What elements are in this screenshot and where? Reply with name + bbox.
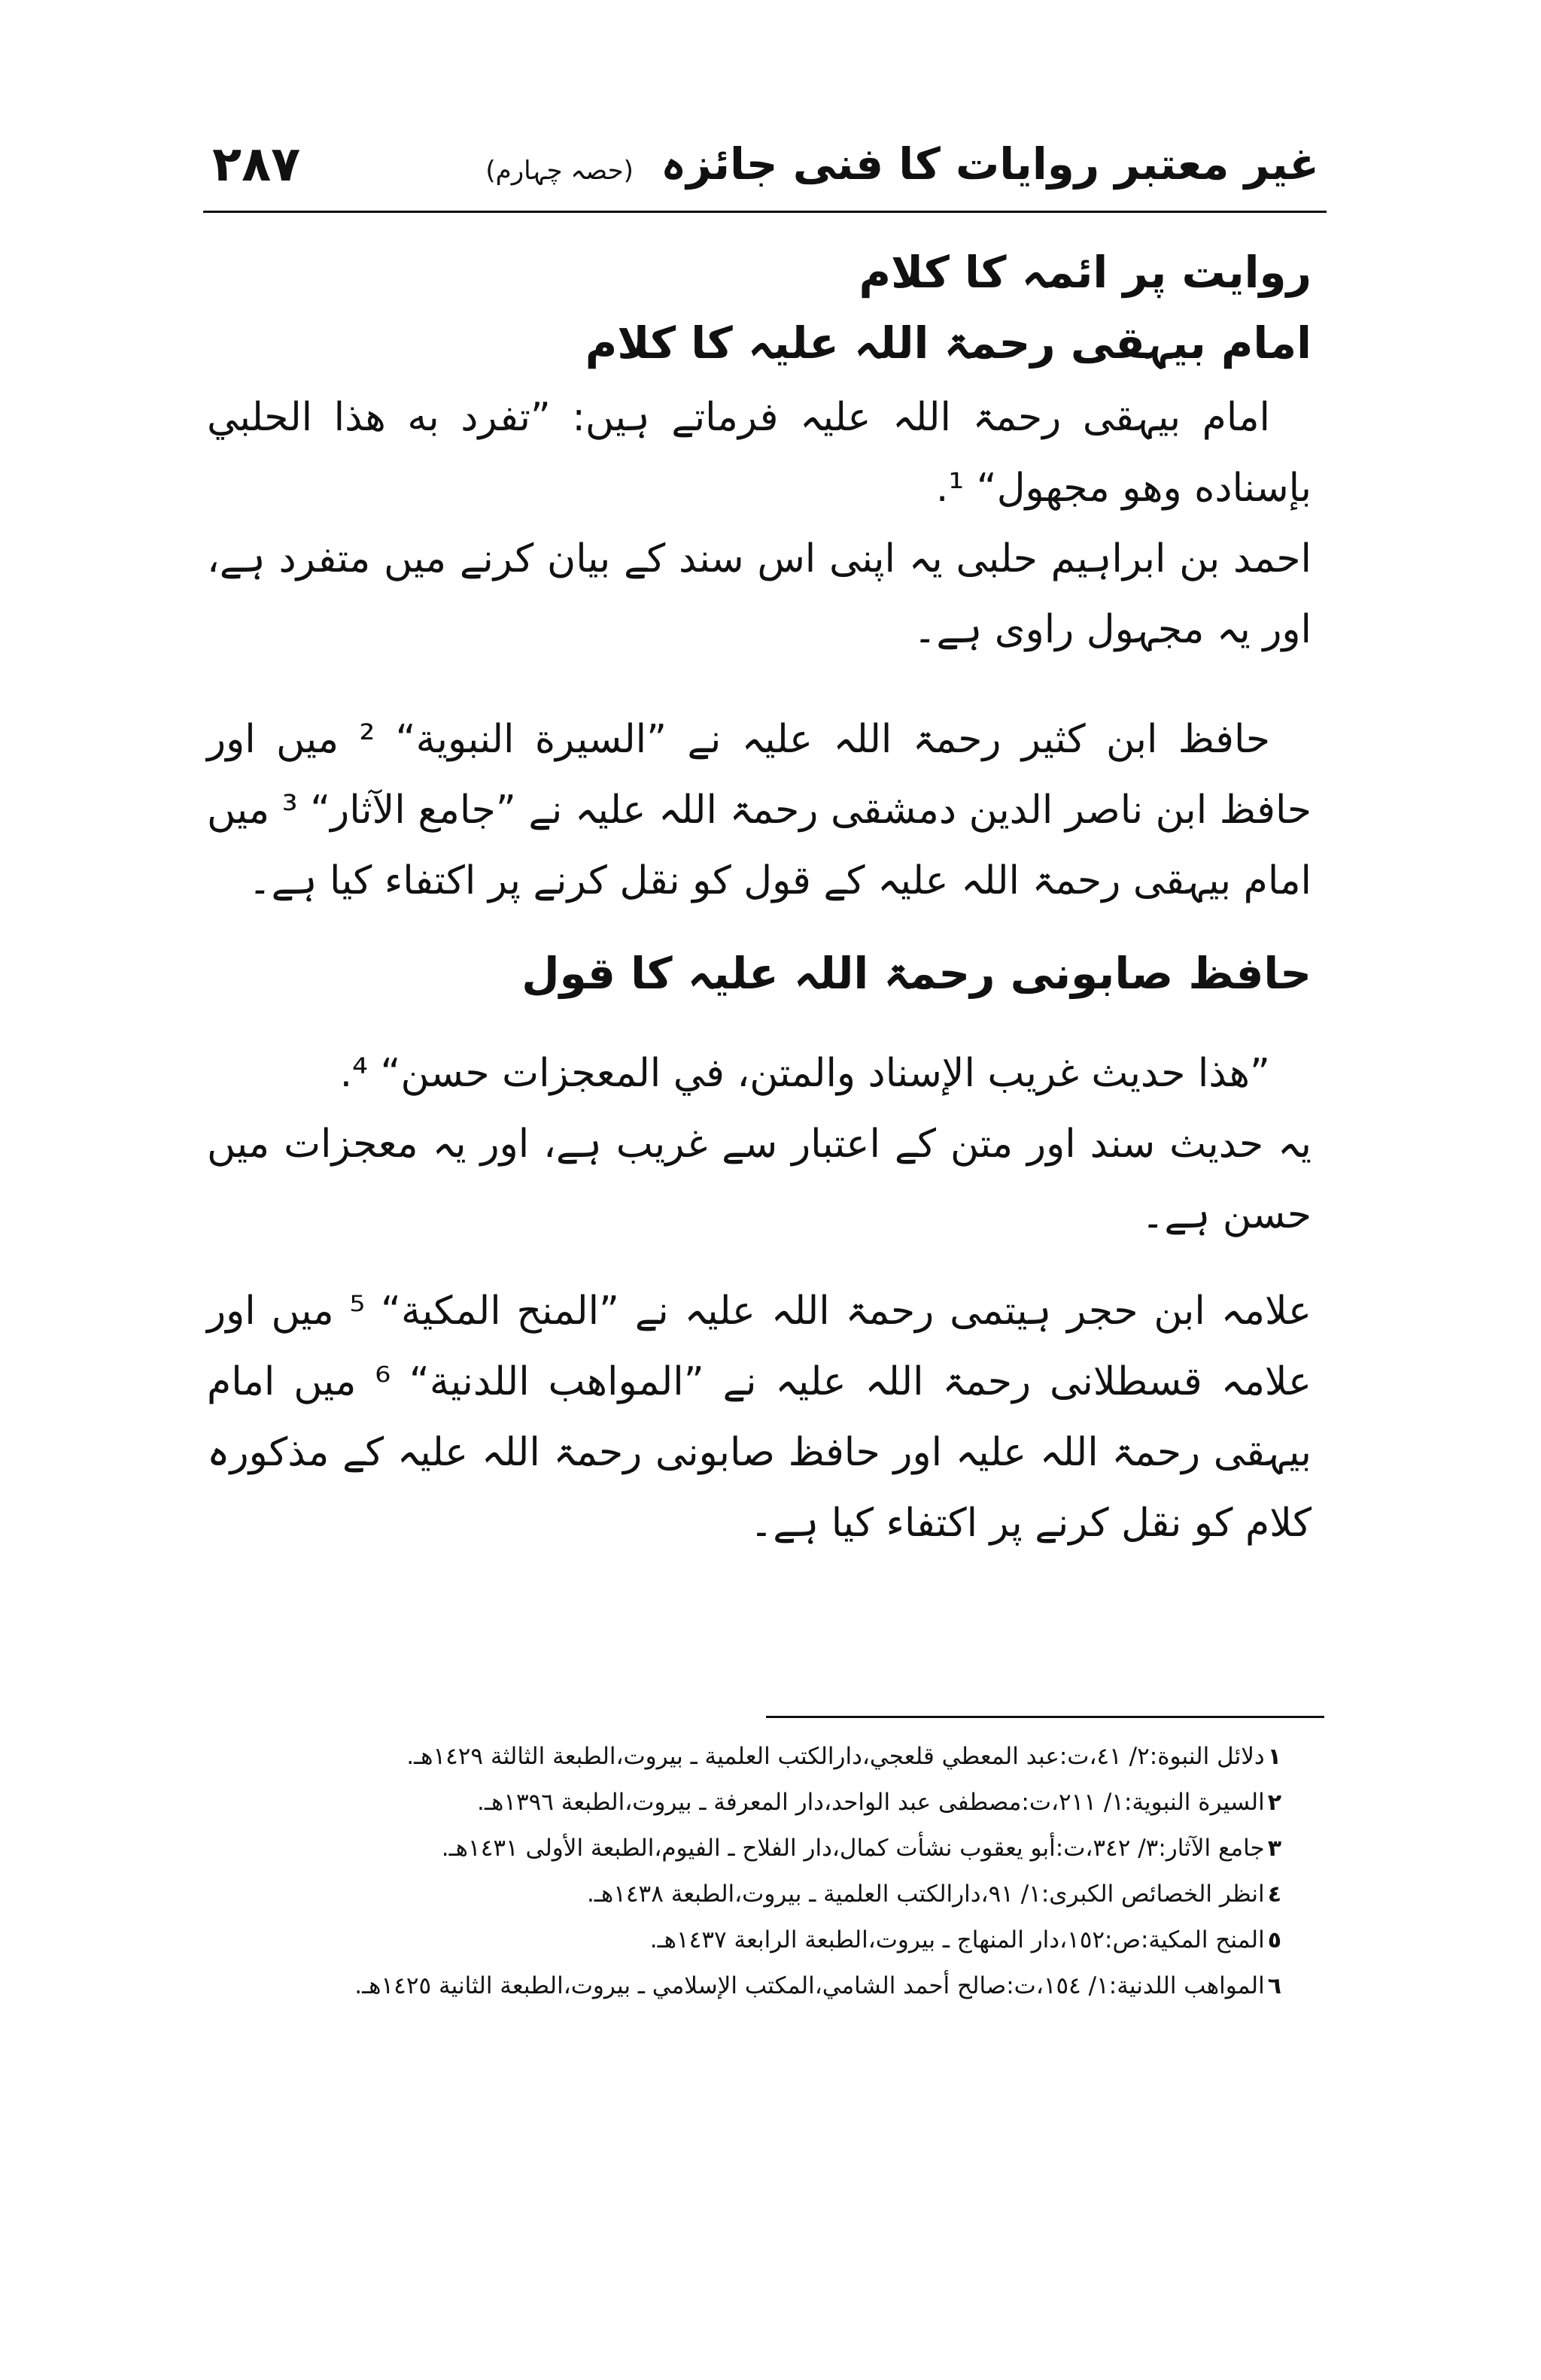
footnote-text: المواهب اللدنية:١/ ١٥٤،ت:صالح أحمد الشامي،المكتب الإسلامي ـ بيروت،الطبعة الثانية ١٤٢٥هـ.: [354, 1972, 1265, 1999]
book-part: (حصہ چہارم): [485, 156, 634, 186]
footnote: [286, 1780, 1281, 1826]
arabic-quote: ”هذا حديث غريب الإسناد والمتن، في المعجزات حسن“ ⁴.: [339, 1051, 1270, 1097]
footnote-separator: [766, 1716, 1324, 1718]
page-number: ٢٨٧: [212, 137, 301, 193]
footnote-mark: ٣: [1267, 1835, 1281, 1862]
section-heading: امام بیہقی رحمۃ اللہ علیہ کا کلام: [585, 317, 1312, 369]
footnote: [286, 1963, 1281, 2009]
footnote-text: دلائل النبوة:٢/ ٤١،ت:عبد المعطي قلعجي،دارالكتب العلمية ـ بيروت،الطبعة الثالثة ١٤٢٩هـ.: [406, 1743, 1265, 1770]
footnote-text: السيرة النبوية:١/ ٢١١،ت:مصطفى عبد الواحد،دار المعرفة ـ بيروت،الطبعة ١٣٩٦هـ.: [477, 1789, 1265, 1816]
footnote-mark: ٥: [1267, 1927, 1281, 1953]
paragraph: یہ حدیث سند اور متن کے اعتبار سے غریب ہے، اور یہ معجزات میں حسن ہے۔: [207, 1122, 1312, 1238]
book-title: غیر معتبر روایات کا فنی جائزہ: [661, 138, 1319, 190]
page-body: [207, 241, 1312, 1559]
running-title: [485, 138, 1319, 190]
paragraph: امام بیہقی رحمۃ اللہ علیہ فرماتے ہیں: ”تفرد به هذا الحلبي بإسناده وهو مجهول“ ¹.: [207, 395, 1312, 512]
footnote: [286, 1917, 1281, 1963]
section-heading: روایت پر ائمہ کا کلام: [859, 247, 1312, 298]
page-header: [203, 128, 1327, 213]
footnotes: [286, 1734, 1281, 2009]
footnote-mark: ١: [1267, 1744, 1281, 1770]
footnote-text: المنح المكية:ص:١٥٢،دار المنهاج ـ بيروت،الطبعة الرابعة ١٤٣٧هـ.: [649, 1926, 1265, 1953]
section-heading: حافظ صابونی رحمۃ اللہ علیہ کا قول: [521, 948, 1312, 1000]
paragraph: احمد بن ابراہیم حلبی یہ اپنی اس سند کے بیان کرنے میں متفرد ہے، اور یہ مجہول راوی ہے۔: [207, 536, 1312, 653]
footnote: [286, 1872, 1281, 1917]
footnote-text: جامع الآثار:٣/ ٣٤٢،ت:أبو يعقوب نشأت كمال،دار الفلاح ـ الفيوم،الطبعة الأولى ١٤٣١هـ.: [441, 1835, 1265, 1862]
footnote-mark: ٦: [1267, 1973, 1281, 1999]
footnote-mark: ٤: [1267, 1881, 1281, 1908]
footnote: [286, 1826, 1281, 1872]
footnote-mark: ٢: [1267, 1790, 1281, 1816]
footnote-text: انظر الخصائص الكبرى:١/ ٩١،دارالكتب العلمية ـ بيروت،الطبعة ١٤٣٨هـ.: [586, 1881, 1265, 1908]
paragraph: علامہ ابن حجر ہیتمی رحمۃ اللہ علیہ نے ”المنح المكية“ ⁵ میں اور علامہ قسطلانی رحمۃ اللہ علیہ نے ”المواهب اللدنية“ ⁶ میں امام بیہقی رحمۃ اللہ علیہ اور حافظ صابونی رحمۃ اللہ علیہ کے مذکورہ کلام کو نقل کرنے پر اکتفاء کیا ہے۔: [207, 1289, 1312, 1547]
paragraph: حافظ ابن کثیر رحمۃ اللہ علیہ نے ”السیرة النبویة“ ² میں اور حافظ ابن ناصر الدین دمشقی رحمۃ اللہ علیہ نے ”جامع الآثار“ ³ میں امام بیہقی رحمۃ اللہ علیہ کے قول کو نقل کرنے پر اکتفاء کیا ہے۔: [207, 717, 1312, 904]
footnote: [286, 1734, 1281, 1780]
